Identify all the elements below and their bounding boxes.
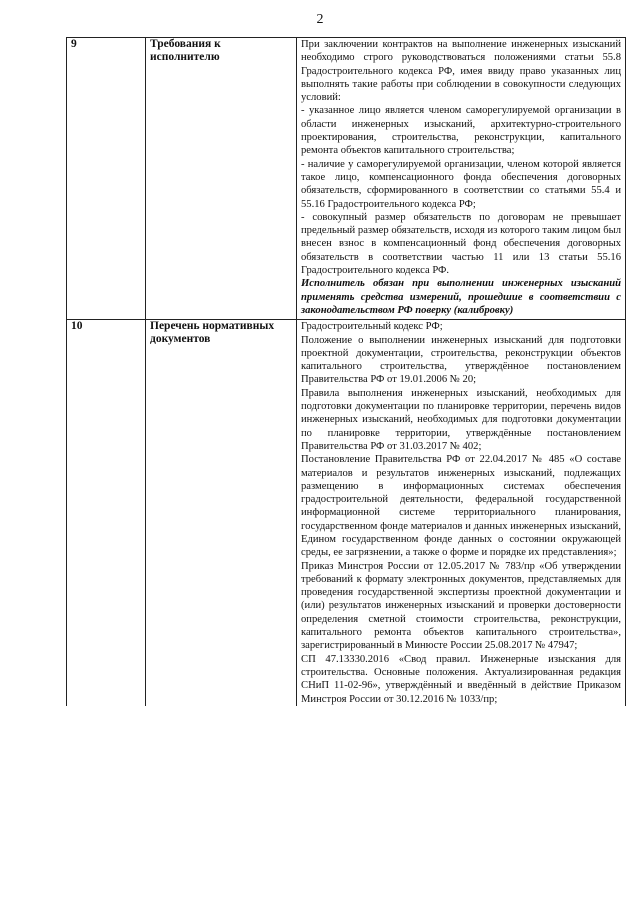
row-title: Требования к исполнителю <box>146 38 297 320</box>
paragraph: Приказ Минстроя России от 12.05.2017 № 783/пр «Об утверждении требований к формату электронных документов, представляемых для проведения государственной экспертизы проектной документации и (или) результатов инженерных изысканий и проверки достоверности определения сметной стоимости строительства, реконструкции, капитального ремонта объектов капитального строительства», зарегистрированный в Минюсте России 25.08.2017 № 47947; <box>301 560 621 652</box>
paragraph: - указанное лицо является членом саморегулируемой организации в области инженерных изысканий, архитектурно-строительного проектирования, строительства, реконструкции, капитального ремонта объектов капитального строительства; <box>301 105 621 157</box>
paragraph: Градостроительный кодекс РФ; <box>301 321 443 333</box>
paragraph: Положение о выполнении инженерных изысканий для подготовки проектной документации, строительства, реконструкции объектов капитального строительства, утверждённое постановлением Правительства РФ от 19.01.2006 № 20; <box>301 334 621 386</box>
row-content <box>297 38 626 320</box>
paragraph: - совокупный размер обязательств по договорам не превышает предельный размер обязательств, исходя из которого таким лицом был внесен взнос в компенсационный фонд обеспечения договорных обязательств в соответствии частью 11 или 13 статьи 55.16 Градостроительного кодекса РФ. <box>301 211 621 277</box>
table-row <box>67 38 626 320</box>
row-number: 9 <box>67 38 146 320</box>
emphasis-paragraph: Исполнитель обязан при выполнении инженерных изысканий применять средства измерений, прошедшие в соответствии с законодательством РФ поверку (калибровку) <box>301 278 621 316</box>
row-title: Перечень нормативных документов <box>146 320 297 706</box>
page-number: 2 <box>316 12 324 27</box>
paragraph: Постановление Правительства РФ от 22.04.2017 № 485 «О составе материалов и результатов инженерных изысканий, подлежащих размещению в информационных системах обеспечения градостроительной деятельности, федеральной государственной информационной системе территориального планирования, государственном фонде материалов и данных инженерных изысканий, Едином государственном фонде данных о состоянии окружающей среды, ее загрязнении, а также о форме и порядке их представления»; <box>301 454 621 559</box>
row-number: 10 <box>67 320 146 706</box>
table-row <box>67 320 626 706</box>
requirements-table <box>66 37 626 706</box>
paragraph: СП 47.13330.2016 «Свод правил. Инженерные изыскания для строительства. Основные положения. Актуализированная редакция СНиП 11-02-96», утверждённый и введённый в действие Приказом Минстроя России от 30.12.2016 № 1033/пр; <box>301 653 621 705</box>
row-content <box>297 320 626 706</box>
paragraph: При заключении контрактов на выполнение инженерных изысканий необходимо строго руководствоваться положениями статьи 55.8 Градостроительного кодекса РФ, имея ввиду право указанных лиц выполнять такие работы при соблюдении в совокупности следующих условий: <box>301 39 621 104</box>
paragraph: Правила выполнения инженерных изысканий, необходимых для подготовки документации по планировке территории, перечень видов инженерных изысканий, необходимых для подготовки документации по планировке территории, утверждённые постановлением Правительства РФ от 31.03.2017 № 402; <box>301 387 621 452</box>
paragraph: - наличие у саморегулируемой организации, членом которой является такое лицо, компенсационного фонда обеспечения договорных обязательств, сформированного в соответствии со статьями 55.4 и 55.16 Градостроительного кодекса РФ; <box>301 158 621 210</box>
